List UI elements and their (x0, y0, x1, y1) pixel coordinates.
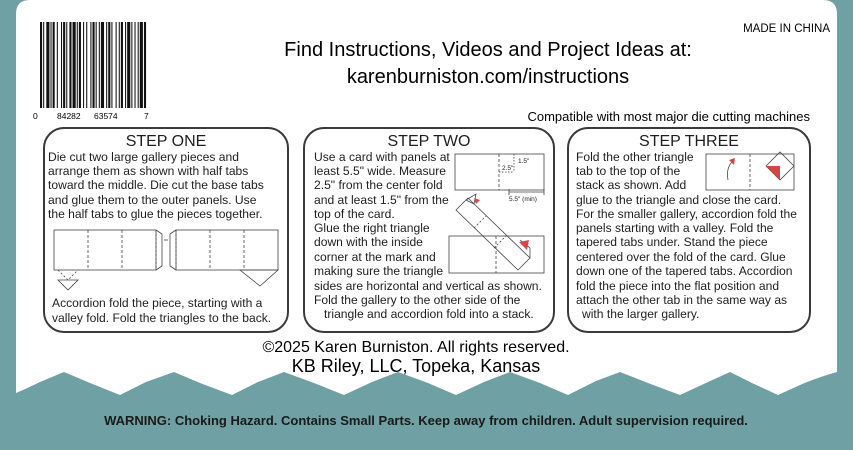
barcode-bar (140, 22, 143, 108)
barcode-bar (90, 22, 91, 108)
step-one-title: STEP ONE (125, 133, 207, 150)
barcode-bar (57, 22, 58, 108)
made-in-label: MADE IN CHINA (743, 23, 830, 35)
text-line: top of the card. (314, 207, 395, 221)
text-line: triangle and accordion fold into a stack. (324, 307, 534, 321)
barcode-bar (43, 22, 44, 108)
text-line: valley fold. Fold the triangles to the back. (52, 311, 272, 325)
text-line: 2.5" from the center fold (314, 178, 443, 192)
text-line: corner at the mark and (314, 250, 436, 264)
barcode-bar (121, 22, 123, 108)
text-line: down one of the tapered tabs. Accordion (576, 264, 793, 278)
text-line: tapered tabs under. Stand the piece (576, 235, 768, 249)
barcode-bar (83, 22, 84, 108)
text-line: panels starting with a valley. Fold the (576, 221, 774, 235)
barcode-bar (61, 22, 62, 108)
text-line: toward the middle. Die cut the base tabs (48, 178, 264, 192)
barcode-bar (46, 22, 49, 108)
dim-label-height: 1.5" (518, 158, 530, 165)
text-line: glue to the triangle and close the card. (576, 193, 782, 207)
barcode-bar (77, 22, 78, 108)
barcode-digits-left: 84282 (57, 111, 81, 121)
text-line: and glue them to the outer panels. Use (48, 193, 257, 207)
copyright-notice: ©2025 Karen Burniston. All rights reserved. (262, 339, 570, 356)
text-line: making sure the triangle (314, 264, 444, 278)
text-line: the half tabs to glue the pieces together. (48, 207, 263, 221)
text-line: Die cut two large gallery pieces and (48, 150, 239, 164)
barcode-bar (86, 22, 87, 108)
step-two-title: STEP TWO (387, 133, 471, 150)
barcode-bar (144, 22, 146, 108)
barcode-bar (99, 22, 100, 108)
barcode-bar (93, 22, 95, 108)
text-line: centered over the fold of the card. Glue (576, 250, 786, 264)
compatibility-note: Compatible with most major die cutting machines (527, 109, 810, 124)
barcode-digit-lead: 0 (33, 111, 38, 121)
instructions-heading: Find Instructions, Videos and Project Ideas at: (284, 39, 692, 61)
text-line: with the larger gallery. (582, 307, 700, 321)
barcode-bar (66, 22, 67, 108)
text-line: arrange them as shown with half tabs (48, 164, 249, 178)
barcode-bar (79, 22, 81, 108)
barcode-bar (69, 22, 71, 108)
instructions-url[interactable]: karenburniston.com/instructions (346, 66, 630, 88)
text-line: and at least 1.5" from the (314, 193, 449, 207)
barcode-bar (73, 22, 76, 108)
barcode-bar (101, 22, 104, 108)
text-line: Glue the right triangle (314, 221, 430, 235)
step-three-title: STEP THREE (639, 133, 739, 150)
barcode-bar (51, 22, 52, 108)
text-line: For the smaller gallery, accordion fold the (576, 207, 797, 221)
barcode-bar (127, 22, 130, 108)
dim-label-min: 5.5" (min) (509, 196, 537, 203)
barcode-bar (53, 22, 55, 108)
text-line: fold the piece into the flat position and (576, 279, 780, 293)
barcode-digit-check: 7 (144, 111, 149, 121)
text-line: down with the inside (314, 235, 423, 249)
text-line: tab to the top of the (576, 164, 681, 178)
barcode-bar (138, 22, 139, 108)
text-line: stack as shown. Add (576, 178, 687, 192)
text-line: Accordion fold the piece, starting with a (52, 296, 263, 310)
barcode-bar (135, 22, 136, 108)
text-line: Use a card with panels at (314, 150, 450, 164)
barcode-bar (116, 22, 117, 108)
barcode-bar (111, 22, 112, 108)
company-address: KB Riley, LLC, Topeka, Kansas (291, 356, 541, 376)
barcode-bar (108, 22, 110, 108)
barcode-bar (106, 22, 107, 108)
barcode-digits-right: 63574 (94, 111, 118, 121)
barcode-bar (119, 22, 120, 108)
text-line: least 5.5" wide. Measure (314, 164, 447, 178)
text-line: Fold the other triangle (576, 150, 694, 164)
text-line: Fold the gallery to the other side of the (314, 293, 521, 307)
dim-label-width: 2.5" (502, 165, 514, 172)
text-line: sides are horizontal and vertical as shown. (314, 279, 542, 293)
barcode-bar (96, 22, 97, 108)
text-line: attach the other tab in the same way as (576, 293, 788, 307)
choking-warning: WARNING: Choking Hazard. Contains Small Parts. Keep away from children. Adult supervision required. (104, 413, 748, 428)
barcode-bar (63, 22, 65, 108)
barcode-bar (125, 22, 126, 108)
barcode-bar (40, 22, 42, 108)
barcode-bar (131, 22, 132, 108)
